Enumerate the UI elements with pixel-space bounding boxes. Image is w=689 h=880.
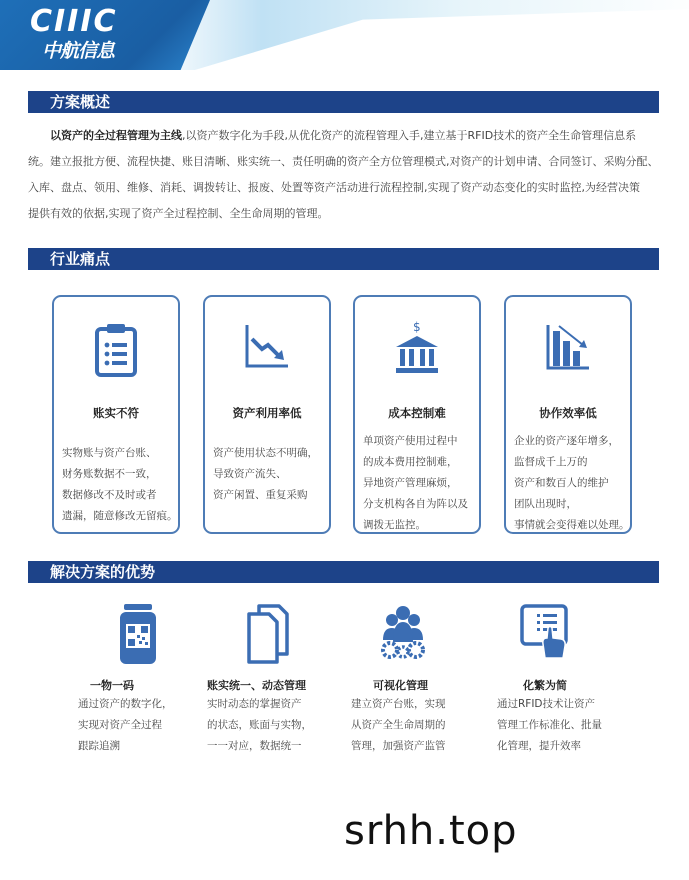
body-line: 实现对资产全过程 <box>78 719 162 731</box>
body-line: 导致资产流失、 <box>213 468 287 480</box>
body-line: 从资产全生命周期的 <box>351 719 446 731</box>
section-bar-advantages <box>28 561 659 583</box>
logo-header <box>0 0 689 70</box>
bank-icon <box>355 319 479 375</box>
body-line: 异地资产管理麻烦， <box>363 477 458 489</box>
body-line: 一一对应，数据统一 <box>207 740 302 752</box>
pain-card <box>353 295 481 534</box>
pain-card-body <box>213 443 325 506</box>
body-line: 管理工作标准化、批量 <box>497 719 602 731</box>
declining-chart-icon <box>205 323 329 379</box>
overview-paragraph <box>28 123 668 227</box>
section-bar-pain-points <box>28 248 659 270</box>
pain-card-body <box>514 431 630 536</box>
logo-english: CIIIC <box>30 4 118 39</box>
body-line: 分支机构各自为阵以及 <box>363 498 468 510</box>
overview-line: ,以资产数字化为手段,从优化资产的流程管理入手,建立基于RFID技术的资产全生命管理信息系 <box>182 129 637 142</box>
section-title: 解决方案的优势 <box>50 563 156 581</box>
section-bar-overview <box>28 91 659 113</box>
pain-card-title: 协作效率低 <box>539 406 597 420</box>
qr-tag-icon <box>108 604 168 666</box>
touch-tablet-icon <box>515 604 575 666</box>
section-title: 方案概述 <box>50 93 111 111</box>
pain-card-body <box>62 443 178 527</box>
documents-icon <box>237 604 297 666</box>
advantage-title: 可视化管理 <box>373 679 428 692</box>
pain-card <box>52 295 180 534</box>
overview-lead: 以资产的全过程管理为主线 <box>50 129 182 142</box>
clipboard-icon <box>54 323 178 379</box>
team-gears-icon <box>373 604 433 666</box>
body-line: 资产和数百人的维护 <box>514 477 609 489</box>
logo-chinese: 中航信息 <box>42 40 115 62</box>
pain-card <box>203 295 331 534</box>
pain-card-title: 账实不符 <box>93 406 139 420</box>
body-line: 监督成千上万的 <box>514 456 588 468</box>
pain-card-title: 资产利用率低 <box>232 406 302 420</box>
body-line: 事情就会变得难以处理。 <box>514 519 630 531</box>
body-line: 团队出现时， <box>514 498 577 510</box>
overview-line: 统。建立报批方便、流程快捷、账目清晰、账实统一、责任明确的资产全方位管理模式,对资产的计划申请、合同签订、采购分配、 <box>28 155 659 168</box>
overview-line: 提供有效的依据,实现了资产全过程控制、全生命周期的管理。 <box>28 207 329 220</box>
advantage-title: 账实统一、动态管理 <box>207 679 306 692</box>
body-line: 实时动态的掌握资产 <box>207 698 302 710</box>
body-line: 遗漏，随意修改无留痕。 <box>62 510 178 522</box>
pain-card-body <box>363 431 475 536</box>
advantage-body <box>497 694 602 757</box>
body-line: 企业的资产逐年增多， <box>514 435 619 447</box>
body-line: 调拨无监控。 <box>363 519 426 531</box>
pain-card <box>504 295 632 534</box>
advantage-title: 一物一码 <box>90 679 134 692</box>
pain-card-title: 成本控制难 <box>388 406 446 420</box>
body-line: 单项资产使用过程中 <box>363 435 458 447</box>
body-line: 化管理，提升效率 <box>497 740 581 752</box>
body-line: 管理，加强资产监管 <box>351 740 446 752</box>
advantage-body <box>78 694 173 757</box>
body-line: 的成本费用控制难， <box>363 456 458 468</box>
body-line: 实物账与资产台账、 <box>62 447 157 459</box>
body-line: 数据修改不及时或者 <box>62 489 157 501</box>
watermark-text: srhh.top <box>344 808 518 854</box>
bar-chart-down-icon <box>506 323 630 379</box>
svg-text:$: $ <box>413 320 421 334</box>
overview-line: 入库、盘点、领用、维修、消耗、调拨转让、报废、处置等资产活动进行流程控制,实现了资产动态变化的实时监控,为经营决策 <box>28 181 640 194</box>
body-line: 建立资产台账，实现 <box>351 698 446 710</box>
header-swoosh <box>150 0 689 70</box>
body-line: 资产使用状态不明确， <box>213 447 318 459</box>
advantage-body <box>351 694 446 757</box>
body-line: 资产闲置、重复采购 <box>213 489 308 501</box>
body-line: 通过RFID技术让资产 <box>497 698 596 710</box>
body-line: 跟踪追溯 <box>78 740 120 752</box>
body-line: 的状态，账面与实物， <box>207 719 312 731</box>
body-line: 通过资产的数字化， <box>78 698 173 710</box>
section-title: 行业痛点 <box>50 250 111 268</box>
advantage-body <box>207 694 312 757</box>
body-line: 财务账数据不一致， <box>62 468 157 480</box>
advantage-title: 化繁为简 <box>523 679 567 692</box>
